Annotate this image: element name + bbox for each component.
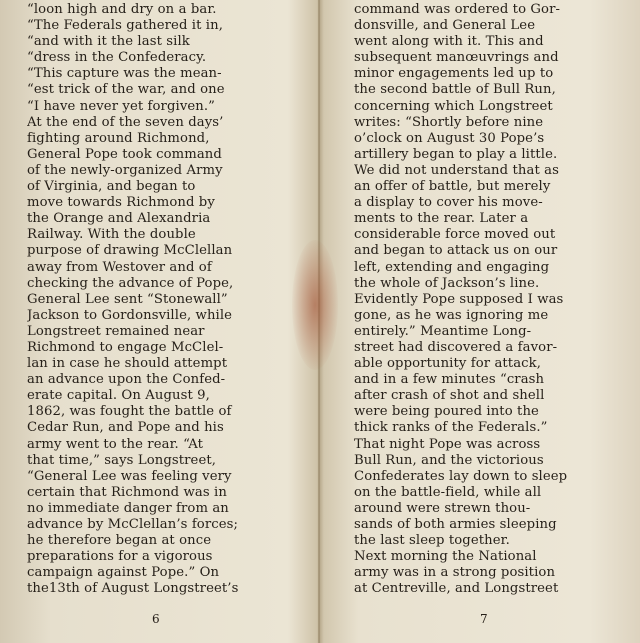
text-line: thick ranks of the Federals.” [354,420,548,436]
text-line: army was in a strong position [354,565,556,581]
text-line: concerning which Longstreet [354,98,553,114]
text-line: Confederates lay down to sleep [354,468,568,484]
text-line: Bull Run, and the victorious [354,452,544,468]
text-line: entirely.” Meantime Long- [354,323,532,339]
text-line: move towards Richmond by [27,195,215,211]
text-line: at Centreville, and Longstreet [354,581,559,597]
text-line: of the newly-organized Army [27,162,223,178]
text-line: and in a few minutes “crash [354,372,545,388]
text-line: We did not understand that as [354,162,559,178]
text-line: army went to the rear. “At [27,436,204,452]
text-line: preparations for a vigorous [27,549,213,565]
text-line: lan in case he should attempt [27,356,228,372]
text-line: That night Pope was across [354,436,541,452]
text-line: Railway. With the double [27,227,196,243]
text-line: “General Lee was feeling very [27,468,232,484]
text-line: “This capture was the mean- [27,66,222,82]
text-line: command was ordered to Gor- [354,2,561,17]
text-line: went along with it. This and [354,34,544,50]
text-line: the Orange and Alexandria [27,211,211,227]
text-line: Next morning the National [354,549,537,565]
text-line: erate capital. On August 9, [27,388,210,404]
text-line: he therefore began at once [27,533,212,549]
text-line: and began to attack us on our [354,243,558,259]
right-page-number: 7 [480,612,488,626]
text-line: after crash of shot and shell [354,388,545,404]
text-line: Longstreet remained near [27,323,205,339]
text-line: around were strewn thou- [354,500,531,516]
text-line: of Virginia, and began to [27,179,196,195]
text-line: an offer of battle, but merely [354,179,551,195]
text-line: sands of both armies sleeping [354,517,557,532]
text-line: the13th of August Longstreet’s [27,581,239,597]
text-line: able opportunity for attack, [354,356,542,372]
left-page-text [27,2,309,597]
text-line: ments to the rear. Later a [354,211,529,227]
text-line: street had discovered a favor- [354,339,558,355]
text-line: the last sleep together. [354,533,510,549]
text-line: writes: “Shortly before nine [354,114,544,130]
text-line: that time,” says Longstreet, [27,452,217,468]
text-line: considerable force moved out [354,227,556,243]
text-line: “loon high and dry on a bar. [27,2,217,17]
text-line: 1862, was fought the battle of [27,404,232,420]
text-line: “est trick of the war, and one [27,82,225,98]
text-line: “and with it the last silk [27,34,190,50]
text-line: minor engagements led up to [354,66,554,82]
text-line: the second battle of Bull Run, [354,82,556,98]
text-line: General Lee sent “Stonewall” [27,291,228,307]
text-line: “I have never yet forgiven.” [27,98,216,114]
text-line: certain that Richmond was in [27,484,227,500]
text-line: gone, as he was ignoring me [354,307,549,323]
text-line: an advance upon the Confed- [27,372,226,388]
text-line: no immediate danger from an [27,500,229,516]
text-line: the whole of Jackson’s line. [354,275,540,291]
text-line: Evidently Pope supposed I was [354,291,564,307]
text-line: Richmond to engage McClel- [27,339,224,355]
text-line: subsequent manœuvrings and [354,50,559,66]
text-line: were being poured into the [354,404,539,420]
text-line: fighting around Richmond, [27,130,210,146]
text-line: advance by McClellan’s forces; [27,517,239,532]
text-line: campaign against Pope.” On [27,565,220,581]
right-page-text [354,2,626,597]
text-line: At the end of the seven days’ [27,114,224,130]
text-line: “The Federals gathered it in, [27,18,224,34]
text-line: artillery began to play a little. [354,146,558,162]
text-line: General Pope took command [27,146,222,162]
left-page-number: 6 [152,612,160,626]
text-line: left, extending and engaging [354,259,550,275]
text-line: o’clock on August 30 Pope’s [354,130,545,146]
text-line: away from Westover and of [27,259,212,275]
text-line: Cedar Run, and Pope and his [27,420,224,436]
text-line: Jackson to Gordonsville, while [27,307,233,323]
text-line: purpose of drawing McClellan [27,243,233,259]
text-line: a display to cover his move- [354,195,543,211]
text-line: “dress in the Confederacy. [27,50,207,66]
text-line: on the battle-field, while all [354,484,542,500]
text-line: donsville, and General Lee [354,18,536,34]
text-line: checking the advance of Pope, [27,275,234,291]
